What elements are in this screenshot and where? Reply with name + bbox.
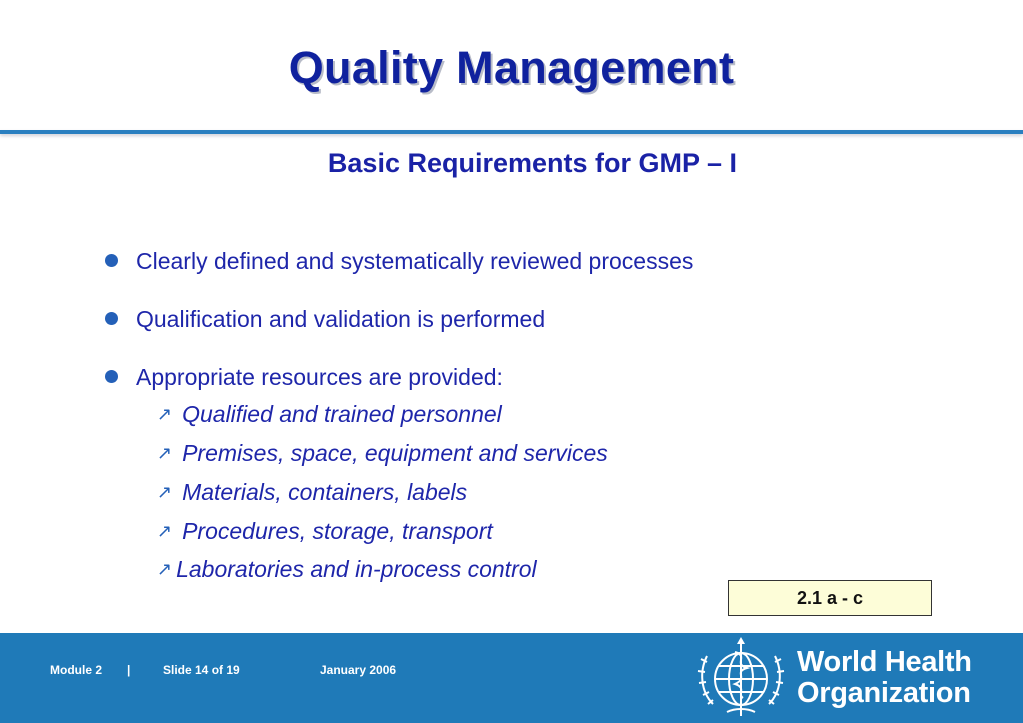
bullet-item [105,248,693,275]
north-east-arrow-icon: ↗ [157,521,173,541]
sub-bullet-text: Materials, containers, labels [182,479,468,505]
slide-title: Quality Management [288,42,735,93]
bullet-item [105,306,545,333]
bullet-dot-icon [105,370,118,383]
footer-date: January 2006 [320,663,397,677]
bullet-text: Appropriate resources are provided: [136,364,503,390]
footer-bar [0,633,1023,723]
north-east-arrow-icon: ↗ [157,482,173,502]
sub-bullet-text: Premises, space, equipment and services [182,440,608,466]
bullet-dot-icon [105,254,118,267]
sub-bullet-text: Procedures, storage, transport [182,518,493,544]
footer-slide-number: Slide 14 of 19 [163,663,240,677]
footer-module: Module 2 [50,663,103,677]
who-logo-icon [693,636,789,720]
reference-box: 2.1 a - c [728,580,932,616]
sub-bullet-item [157,518,493,545]
org-name-line2: Organization [797,677,971,709]
sub-bullet-item [157,440,608,467]
who-logo-wordmark [797,647,972,709]
sub-bullet-item [157,479,467,506]
north-east-arrow-icon: ↗ [157,443,173,463]
north-east-arrow-icon: ↗ [157,559,173,579]
sub-bullet-item [157,401,502,428]
bullet-text: Qualification and validation is performed [136,306,546,332]
footer-separator: | [127,663,131,677]
slide-subtitle: Basic Requirements for GMP – I [327,148,738,178]
bullet-item [105,364,503,391]
sub-bullet-text: Laboratories and in-process control [176,556,537,582]
title-divider [0,130,1023,134]
north-east-arrow-icon: ↗ [157,404,173,424]
org-name-line1: World Health [797,646,972,678]
sub-bullet-item [157,556,537,583]
sub-bullet-text: Qualified and trained personnel [182,401,502,427]
bullet-text: Clearly defined and systematically reviewed processes [136,248,694,274]
bullet-dot-icon [105,312,118,325]
